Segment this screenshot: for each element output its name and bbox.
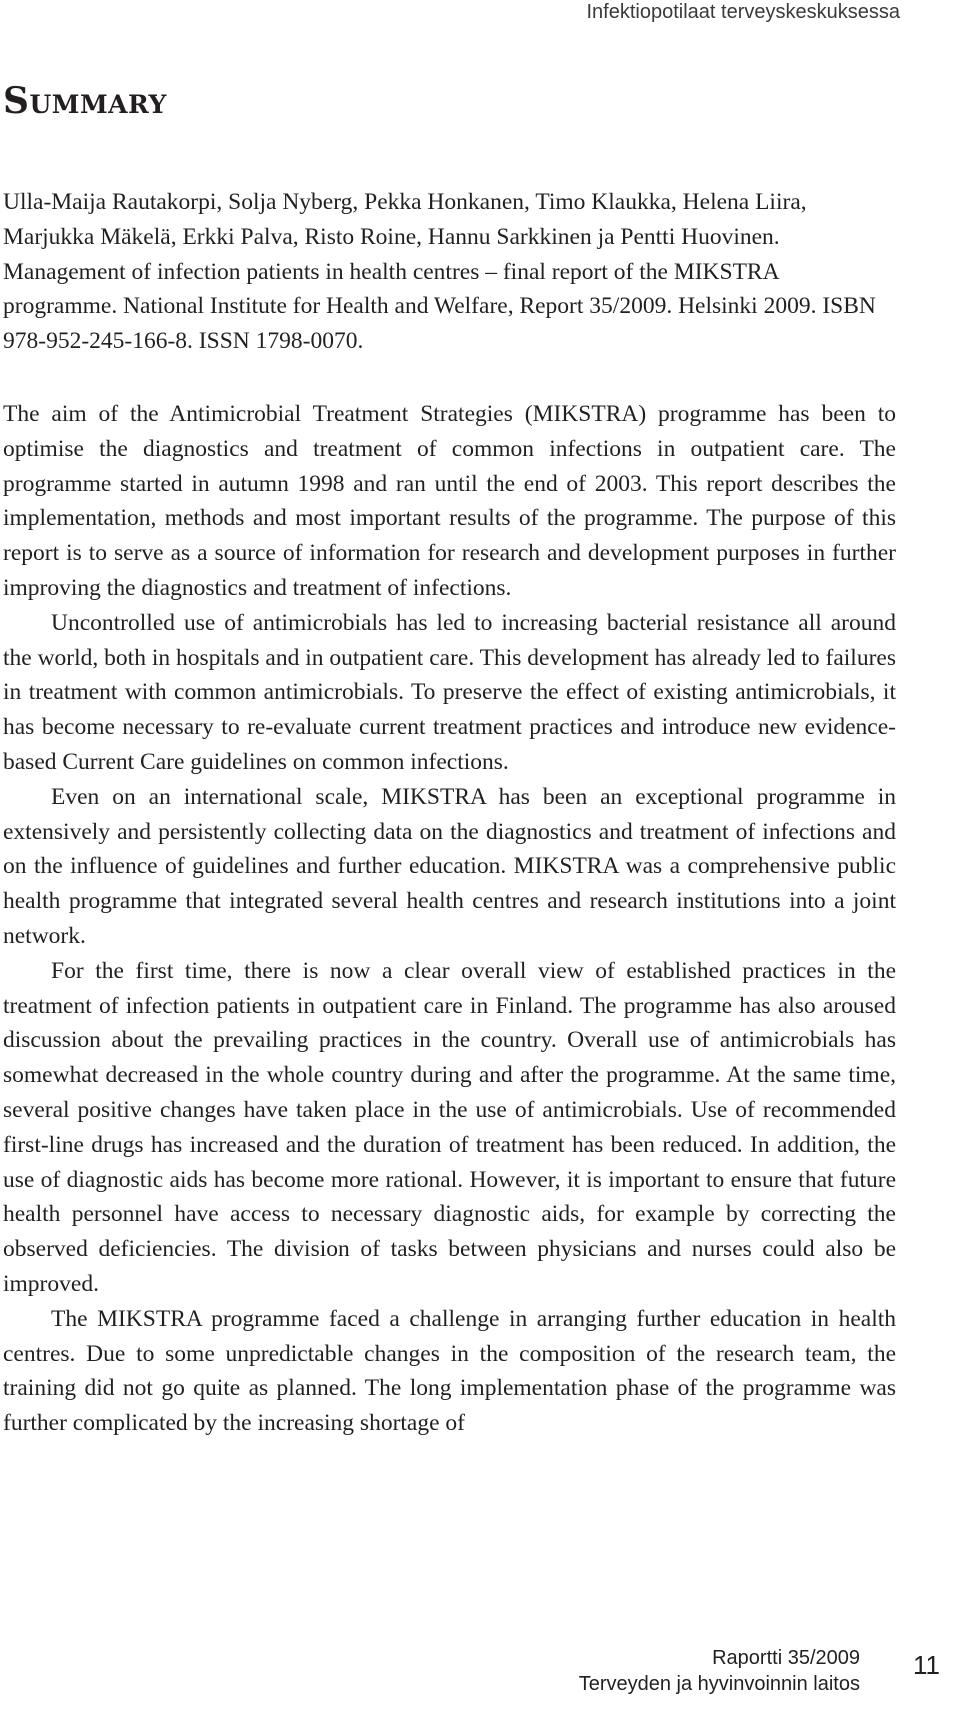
citation-text: Ulla-Maija Rautakorpi, Solja Nyberg, Pekka Honkanen, Timo Klaukka, Helena Liira, Marjukka Mäkelä, Erkki Palva, Risto Roine, Hannu Sarkkinen ja Pentti Huovinen. Management of infection patients in health centres – final report of the MIKSTRA programme. National Institute for Health and Welfare, Report 35/2009. Helsinki 2009. ISBN 978-952-245-166-8. ISSN 1798-0070.	[3, 189, 876, 355]
page-footer	[579, 1645, 860, 1697]
paragraph-overview: For the first time, there is now a clear overall view of established practices in the treatment of infection patients in outpatient care in Finland. The programme has also aroused discussion about the prevailing practices in the country. Overall use of antimicrobials has somewhat decreased in the whole country during and after the programme. At the same time, several positive changes have taken place in the use of antimicrobials. Use of recommended first-line drugs has increased and the duration of treatment has been reduced. In addition, the use of diagnostic aids has become more rational. However, it is important to ensure that future health personnel have access to necessary diagnostic aids, for example by correcting the observed deficiencies. The division of tasks between physicians and nurses could also be improved.	[3, 957, 896, 1297]
footer-report: Raportti 35/2009	[712, 1647, 860, 1669]
paragraph-resistance: Uncontrolled use of antimicrobials has led to increasing bacterial resistance all around the world, both in hospitals and in outpatient care. This development has already led to failures in treatment with common antimicrobials. To preserve the effect of existing antimicrobials, it has become necessary to re-evaluate current treatment practices and introduce new evidence-based Current Care guidelines on common infections.	[3, 609, 896, 775]
summary-body	[3, 397, 896, 1441]
paragraph-education: The MIKSTRA programme faced a challenge in arranging further education in health centres. Due to some unpredictable changes in the composition of the research team, the training did not go quite as planned. The long implementation phase of the programme was further complicated by the increasing shortage of	[3, 1305, 896, 1437]
page-number: 11	[913, 1650, 940, 1680]
footer-publisher: Terveyden ja hyvinvoinnin laitos	[578, 1673, 860, 1695]
running-header: Infektiopotilaat terveyskeskuksessa	[586, 1, 900, 23]
citation-block	[3, 185, 896, 359]
page-title: Summary	[3, 80, 167, 122]
paragraph-international: Even on an international scale, MIKSTRA has been an exceptional programme in extensively and persistently collecting data on the diagnostics and treatment of infections and on the influence of guidelines and further education. MIKSTRA was a comprehensive public health programme that integrated several health centres and research institutions into a joint network.	[3, 783, 896, 949]
paragraph-aim: The aim of the Antimicrobial Treatment Strategies (MIKSTRA) programme has been to optimise the diagnostics and treatment of common infections in outpatient care. The programme started in autumn 1998 and ran until the end of 2003. This report describes the implementation, methods and most important results of the programme. The purpose of this report is to serve as a source of information for research and development purposes in further improving the diagnostics and treatment of infections.	[3, 401, 896, 601]
